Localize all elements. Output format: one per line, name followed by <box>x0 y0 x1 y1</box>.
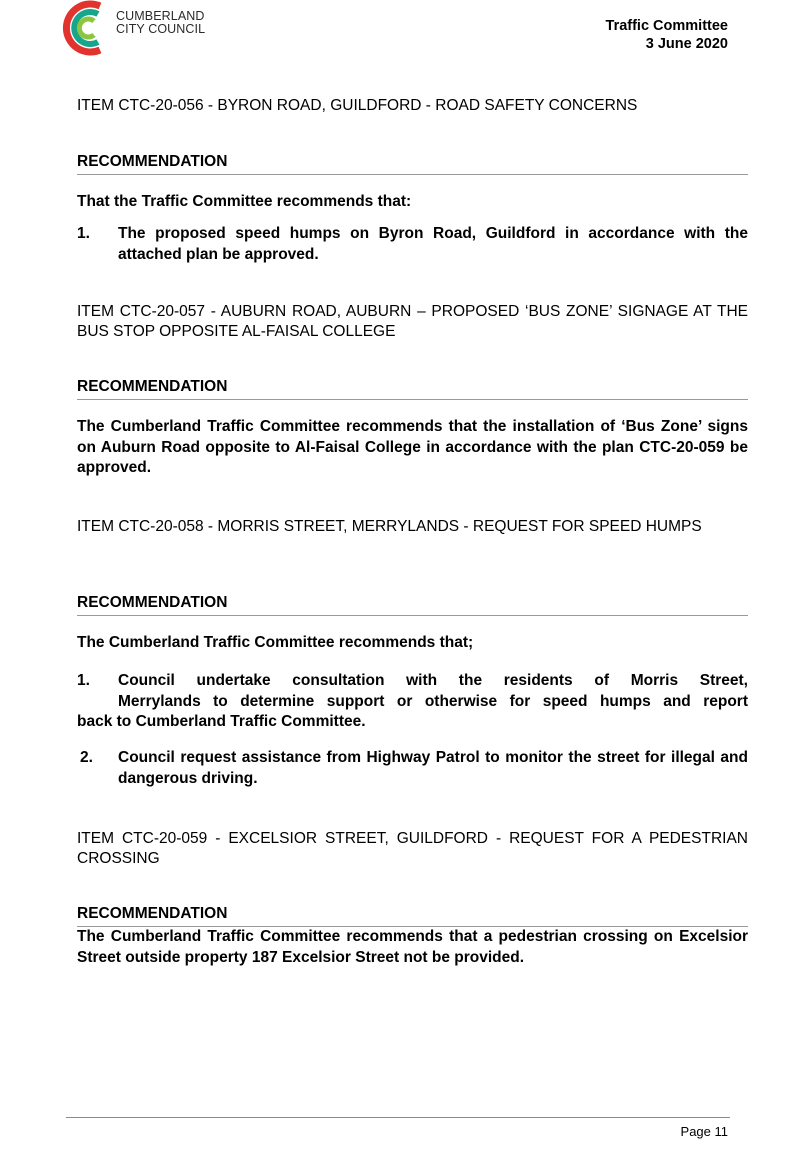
recommendation-intro: The Cumberland Traffic Committee recommends that; <box>77 634 474 651</box>
item-title: ITEM CTC-20-057 - AUBURN ROAD, AUBURN – PROPOSED ‘BUS ZONE’ SIGNAGE AT THE BUS STOP OPPOSITE AL-FAISAL COLLEGE <box>77 303 748 340</box>
recommendation-point <box>77 224 748 265</box>
item-title: ITEM CTC-20-059 - EXCELSIOR STREET, GUILDFORD - REQUEST FOR A PEDESTRIAN CROSSING <box>77 830 748 867</box>
point-text-line-3: back to Cumberland Traffic Committee. <box>77 713 366 730</box>
logo-wordmark <box>116 10 205 36</box>
point-number: 1. <box>77 672 90 689</box>
recommendation-body: The Cumberland Traffic Committee recommends that the installation of ‘Bus Zone’ signs on Auburn Road opposite to Al-Faisal College in accordance with the plan CTC-20-059 be approved. <box>77 418 748 476</box>
logo-line-1: CUMBERLAND <box>116 9 205 23</box>
point-text: Council request assistance from Highway Patrol to monitor the street for illegal and dangerous driving. <box>118 749 748 787</box>
recommendation-heading: RECOMMENDATION <box>77 152 748 175</box>
item-title: ITEM CTC-20-056 - BYRON ROAD, GUILDFORD - ROAD SAFETY CONCERNS <box>77 97 638 114</box>
council-logo <box>56 0 216 58</box>
recommendation-heading: RECOMMENDATION <box>77 904 748 927</box>
recommendation-body: The Cumberland Traffic Committee recommends that a pedestrian crossing on Excelsior Street outside property 187 Excelsior Street not be provided. <box>77 928 748 966</box>
committee-name: Traffic Committee <box>605 18 728 34</box>
header-meta <box>606 17 728 53</box>
point-number: 1. <box>77 225 90 242</box>
meeting-date: 3 June 2020 <box>645 36 728 52</box>
point-text-line-2: Merrylands to determine support or otherwise for speed humps and report <box>118 692 748 710</box>
page-number: Page 11 <box>680 1124 728 1139</box>
recommendation-point <box>77 671 748 733</box>
recommendation-heading: RECOMMENDATION <box>77 377 748 400</box>
logo-mark-icon <box>56 0 112 58</box>
footer-rule <box>66 1117 730 1118</box>
recommendation-point <box>77 748 748 789</box>
point-text: The proposed speed humps on Byron Road, Guildford in accordance with the attached plan be approved. <box>118 225 748 263</box>
point-text-line-1: Council undertake consultation with the residents of Morris Street, <box>118 672 748 689</box>
recommendation-intro: That the Traffic Committee recommends that: <box>77 193 412 210</box>
recommendation-heading: RECOMMENDATION <box>77 593 748 616</box>
item-title: ITEM CTC-20-058 - MORRIS STREET, MERRYLANDS - REQUEST FOR SPEED HUMPS <box>77 518 702 535</box>
logo-line-2: CITY COUNCIL <box>116 22 206 36</box>
point-number: 2. <box>80 749 93 766</box>
